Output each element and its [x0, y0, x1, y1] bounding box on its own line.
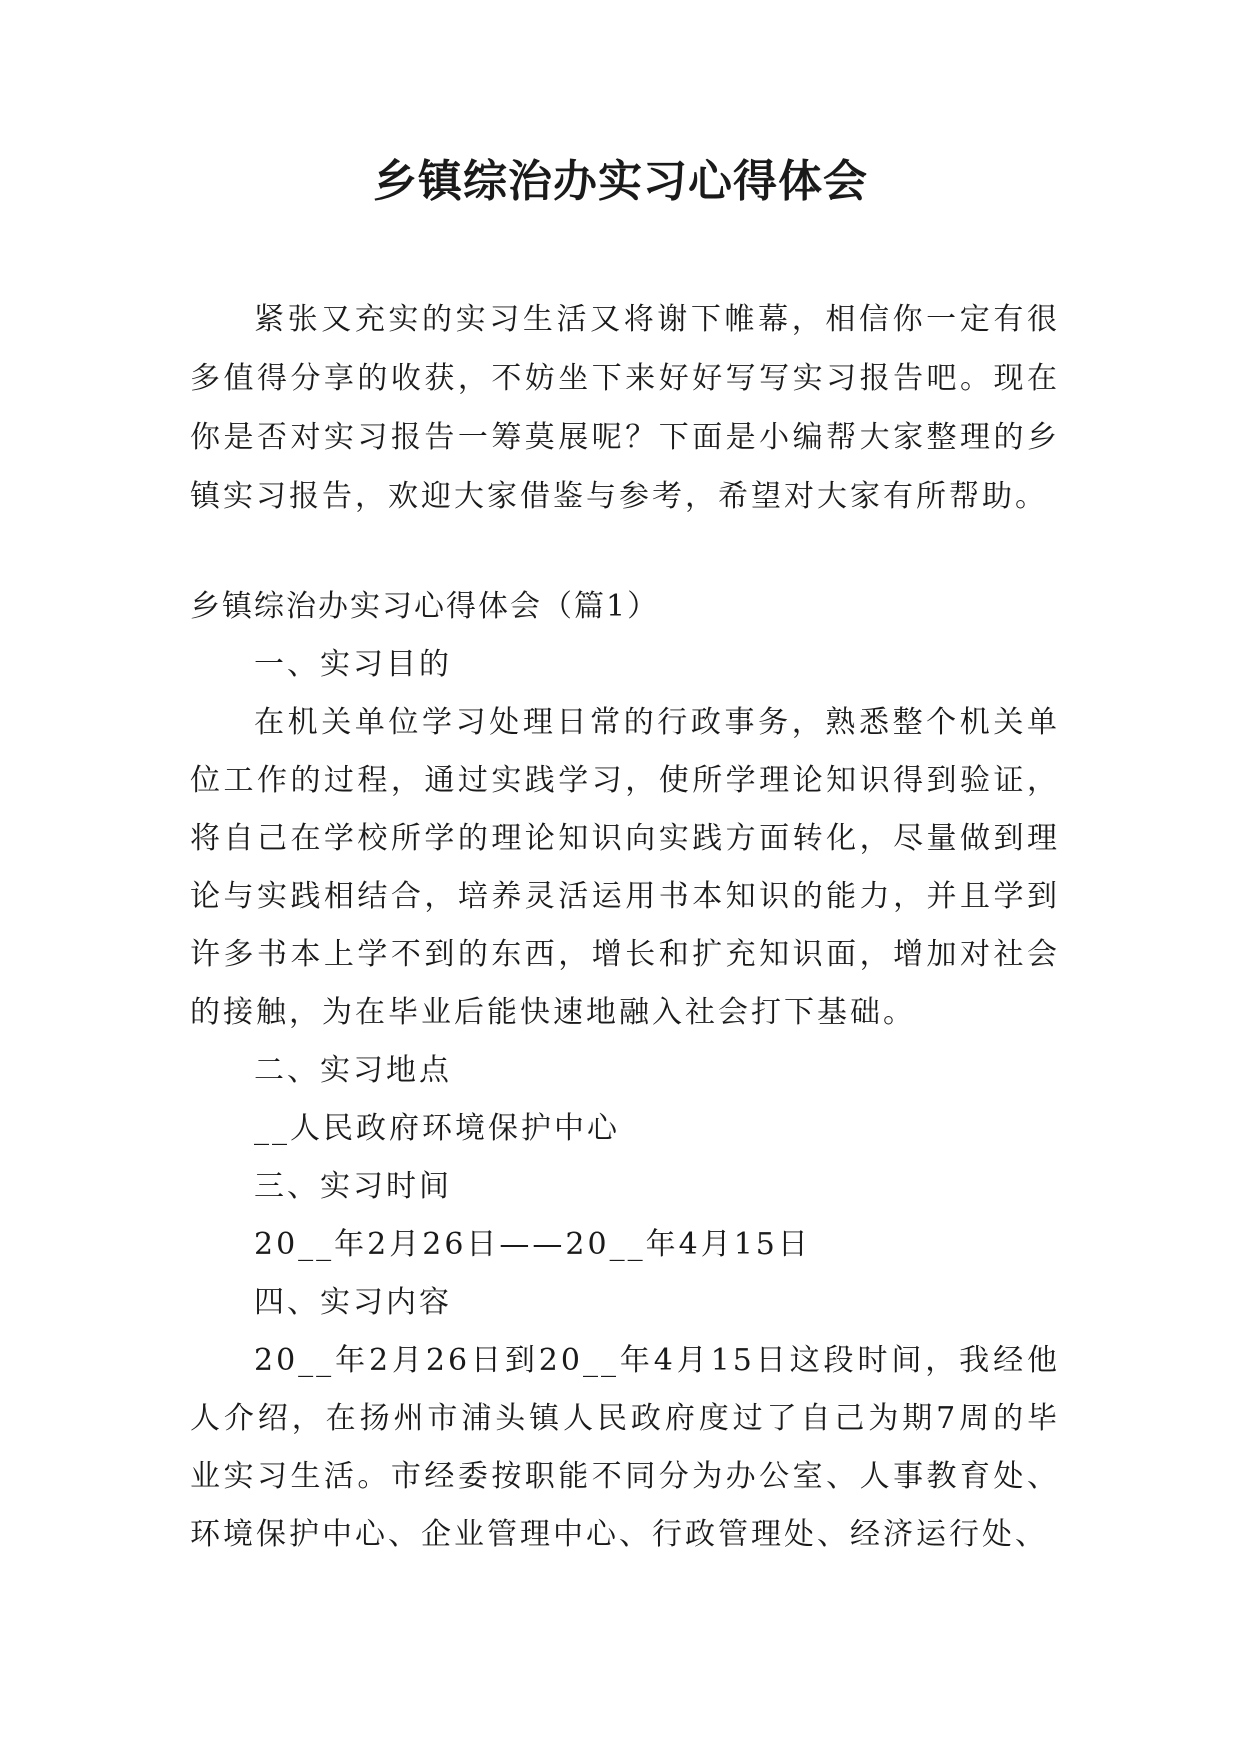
location-paragraph: __人民政府环境保护中心: [254, 1111, 620, 1146]
intro-paragraph: 紧张又充实的实习生活又将谢下帷幕，相信你一定有很多值得分享的收获，不妨坐下来好好写写实习报告吧。现在你是否对实习报告一筹莫展呢？下面是小编帮大家整理的乡镇实习报告，欢迎大家借鉴与参考，希望对大家有所帮助。: [190, 302, 1060, 514]
document-title: 乡镇综治办实习心得体会: [373, 156, 868, 207]
purpose-heading: 一、实习目的: [254, 647, 452, 682]
time-paragraph: 20__年2月26日——20__年4月15日: [254, 1227, 811, 1262]
purpose-paragraph: 在机关单位学习处理日常的行政事务，熟悉整个机关单位工作的过程，通过实践学习，使所学理论知识得到验证，将自己在学校所学的理论知识向实践方面转化，尽量做到理论与实践相结合，培养灵活运用书本知识的能力，并且学到许多书本上学不到的东西，增长和扩充知识面，增加对社会的接触，为在毕业后能快速地融入社会打下基础。: [190, 705, 1060, 1030]
time-heading: 三、实习时间: [254, 1169, 452, 1204]
content-paragraph: 20__年2月26日到20__年4月15日这段时间，我经他人介绍，在扬州市浦头镇人民政府度过了自己为期7周的毕业实习生活。市经委按职能不同分为办公室、人事教育处、环境保护中心、企业管理中心、行政管理处、经济运行处、: [190, 1343, 1060, 1552]
location-heading: 二、实习地点: [254, 1053, 452, 1088]
document-body: [190, 578, 1060, 1564]
content-heading: 四、实习内容: [254, 1285, 452, 1320]
chapter-title: 乡镇综治办实习心得体会（篇1）: [190, 589, 660, 624]
